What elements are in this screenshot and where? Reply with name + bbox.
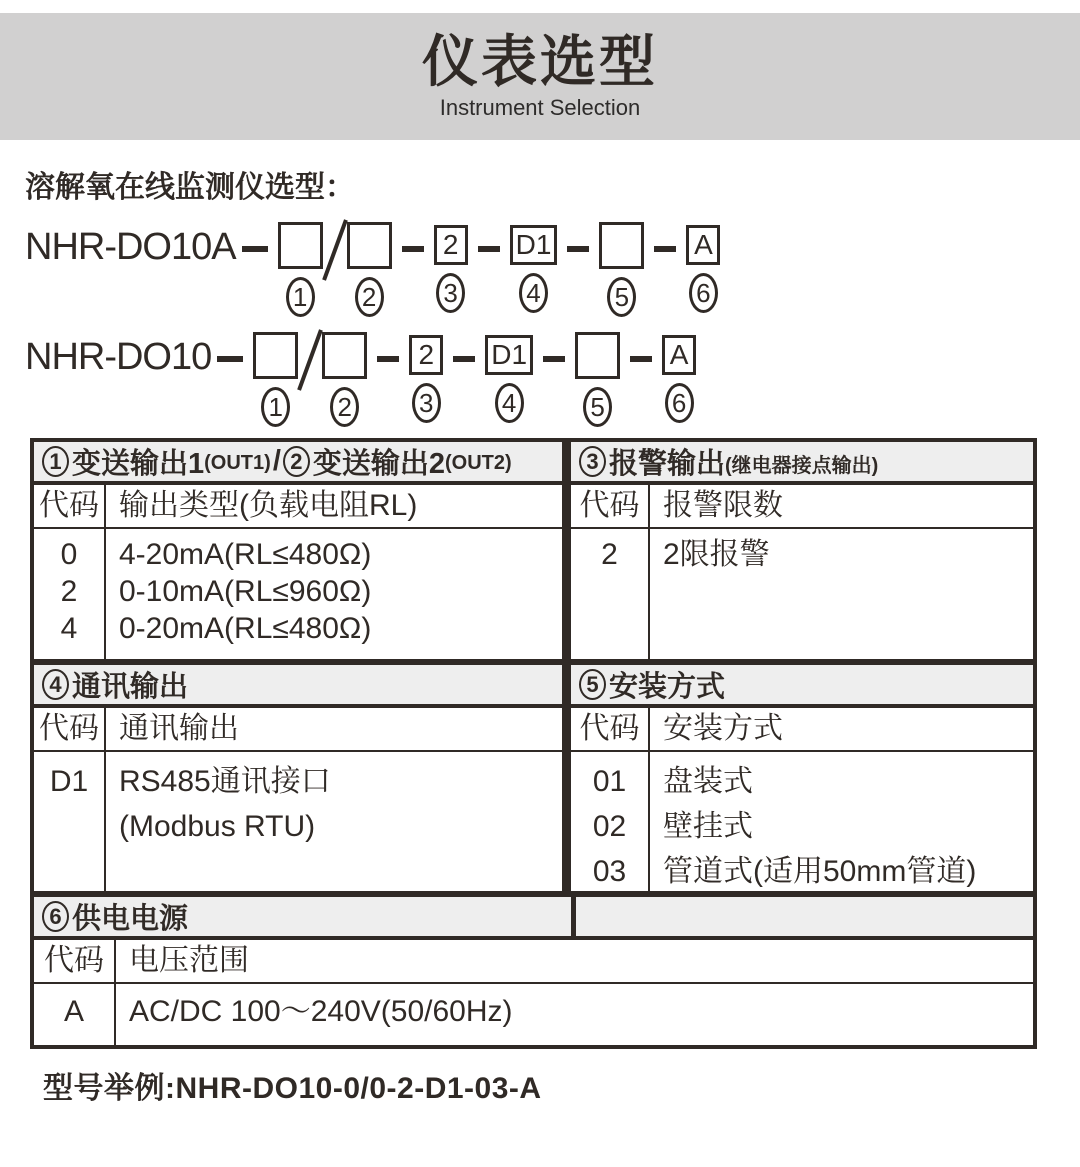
code-cell (571, 529, 650, 659)
section-transmit-output (34, 442, 571, 659)
column-header-row (571, 485, 1033, 529)
option-label: 0-20mA(RL≤480Ω) (119, 612, 372, 645)
code-cell (34, 529, 106, 659)
label-column-header: 报警限数 (663, 489, 783, 522)
code-slot-1 (253, 332, 298, 427)
code-cell (571, 752, 650, 891)
code-column-header: 代码 (34, 940, 116, 982)
model-example: 型号举例:NHR-DO10-0/0-2-D1-03-A (43, 1072, 542, 1105)
table-row-1 (34, 442, 1033, 665)
column-header-row (34, 708, 562, 752)
option-rows (34, 529, 562, 659)
code-value: A (63, 995, 84, 1028)
circled-number-2: 2 (283, 446, 310, 477)
section-alarm-output (571, 442, 1033, 659)
model-row-nhr-do10a (25, 222, 1080, 318)
dash-connector (567, 246, 589, 252)
code-box-1 (253, 332, 298, 379)
model-diagram (25, 222, 1080, 428)
code-column-header: 代码 (34, 708, 106, 750)
option-label: 0-10mA(RL≤960Ω) (119, 575, 372, 608)
circled-number-6: 6 (689, 273, 718, 313)
option-cell (650, 529, 1033, 659)
code-slot-6 (662, 332, 696, 423)
dash-connector (377, 356, 399, 362)
code-box-4: D1 (485, 335, 533, 375)
section-mounting (571, 665, 1033, 891)
model-row-nhr-do10 (25, 332, 1080, 428)
model-name: NHR-DO10A (25, 226, 236, 268)
code-box-2 (347, 222, 392, 269)
circled-number-2: 2 (330, 387, 359, 427)
code-box-4: D1 (510, 225, 558, 265)
circled-number-6: 6 (42, 901, 69, 932)
slash-separator (297, 329, 323, 391)
code-value: 0 (60, 538, 78, 571)
code-value: 03 (592, 855, 627, 888)
page-subtitle: Instrument Selection (439, 94, 641, 120)
label-column-header: 通讯输出 (119, 712, 239, 745)
code-column-header: 代码 (34, 485, 106, 527)
code-slot-2 (322, 332, 367, 427)
section-title-text: 通讯输出 (72, 671, 189, 703)
column-header-row (34, 485, 562, 529)
dash-connector (242, 246, 268, 252)
column-header-row (571, 708, 1033, 752)
section-power-supply (34, 897, 1033, 1045)
label-column-header: 电压范围 (129, 944, 249, 977)
option-rows (34, 984, 1033, 1045)
option-cell (650, 752, 1033, 891)
section-comm-output (34, 665, 571, 891)
circled-number-5: 5 (579, 669, 606, 700)
section-title-text: 变送输出1 (72, 448, 205, 480)
option-rows (571, 752, 1033, 891)
dash-connector (402, 246, 424, 252)
circled-number-3: 3 (412, 383, 441, 423)
circled-number-1: 1 (286, 277, 315, 317)
option-label: AC/DC 100～240V(50/60Hz) (129, 995, 513, 1028)
code-box-5 (599, 222, 644, 269)
circled-number-2: 2 (355, 277, 384, 317)
circled-number-3: 3 (579, 446, 606, 477)
section-title (34, 897, 571, 936)
section-title (571, 665, 1033, 708)
column-header-row (34, 940, 1033, 984)
table-row-2 (34, 665, 1033, 897)
label-column-header: 输出类型(负载电阻RL) (119, 489, 418, 522)
option-label: (Modbus RTU) (119, 810, 316, 843)
code-value: 01 (592, 765, 627, 798)
code-box-6: A (662, 335, 696, 375)
dash-connector (543, 356, 565, 362)
slash-separator (322, 219, 348, 281)
code-box-5 (575, 332, 620, 379)
section-title (34, 442, 562, 485)
code-value: 2 (601, 538, 618, 571)
selection-table (30, 438, 1037, 1049)
intro-text: 溶解氧在线监测仪选型： (25, 171, 355, 204)
code-column-header: 代码 (571, 485, 650, 527)
title-slash: / (272, 445, 281, 477)
dash-connector (630, 356, 652, 362)
code-slot-5 (599, 222, 644, 317)
section-title-text: 安装方式 (609, 671, 726, 703)
option-cell (106, 752, 562, 891)
option-label: 4-20mA(RL≤480Ω) (119, 538, 372, 571)
code-value: 2 (60, 575, 78, 608)
code-slot-3 (434, 222, 468, 313)
dash-connector (217, 356, 243, 362)
option-label: 2限报警 (663, 538, 770, 571)
header-banner (0, 13, 1080, 140)
code-slot-4 (510, 222, 558, 313)
option-label: 壁挂式 (663, 810, 753, 843)
code-cell (34, 984, 116, 1045)
option-label: RS485通讯接口 (119, 765, 331, 798)
code-box-2 (322, 332, 367, 379)
circled-number-4: 4 (495, 383, 524, 423)
page-title: 仪表选型 (422, 30, 658, 93)
section-title-small: (OUT1) (204, 452, 271, 474)
option-rows (571, 529, 1033, 659)
dash-connector (654, 246, 676, 252)
circled-number-3: 3 (436, 273, 465, 313)
option-rows (34, 752, 562, 891)
code-slot-4 (485, 332, 533, 423)
code-box-1 (278, 222, 323, 269)
code-cell (34, 752, 106, 891)
circled-number-1: 1 (261, 387, 290, 427)
section-title-small: (OUT2) (445, 452, 512, 474)
section-title (34, 665, 562, 708)
code-slot-3 (409, 332, 443, 423)
section-title-text: 供电电源 (72, 903, 189, 935)
code-slot-1 (278, 222, 323, 317)
option-cell (106, 529, 562, 659)
dash-connector (478, 246, 500, 252)
circled-number-4: 4 (42, 669, 69, 700)
title-empty-cell (576, 897, 1033, 936)
section-title-text: 报警输出 (609, 448, 726, 480)
circled-number-4: 4 (519, 273, 548, 313)
circled-number-6: 6 (665, 383, 694, 423)
circled-number-5: 5 (583, 387, 612, 427)
code-slot-2 (347, 222, 392, 317)
section-title-small: (继电器接点输出) (725, 455, 879, 477)
section-title (571, 442, 1033, 485)
section-title-row (34, 897, 1033, 940)
section-title-text: 变送输出2 (312, 448, 446, 480)
code-value: D1 (49, 765, 89, 798)
option-label: 管道式(适用50mm管道) (663, 855, 977, 888)
code-box-3: 2 (434, 225, 468, 265)
option-label: 盘装式 (663, 765, 753, 798)
code-slot-6 (686, 222, 720, 313)
code-value: 02 (592, 810, 627, 843)
model-name: NHR-DO10 (25, 336, 212, 378)
code-column-header: 代码 (571, 708, 650, 750)
option-cell (116, 984, 1033, 1045)
code-slot-5 (575, 332, 620, 427)
code-box-3: 2 (409, 335, 443, 375)
code-value: 4 (60, 612, 78, 645)
circled-number-1: 1 (42, 446, 69, 477)
circled-number-5: 5 (607, 277, 636, 317)
code-box-6: A (686, 225, 720, 265)
label-column-header: 安装方式 (663, 712, 783, 745)
dash-connector (453, 356, 475, 362)
